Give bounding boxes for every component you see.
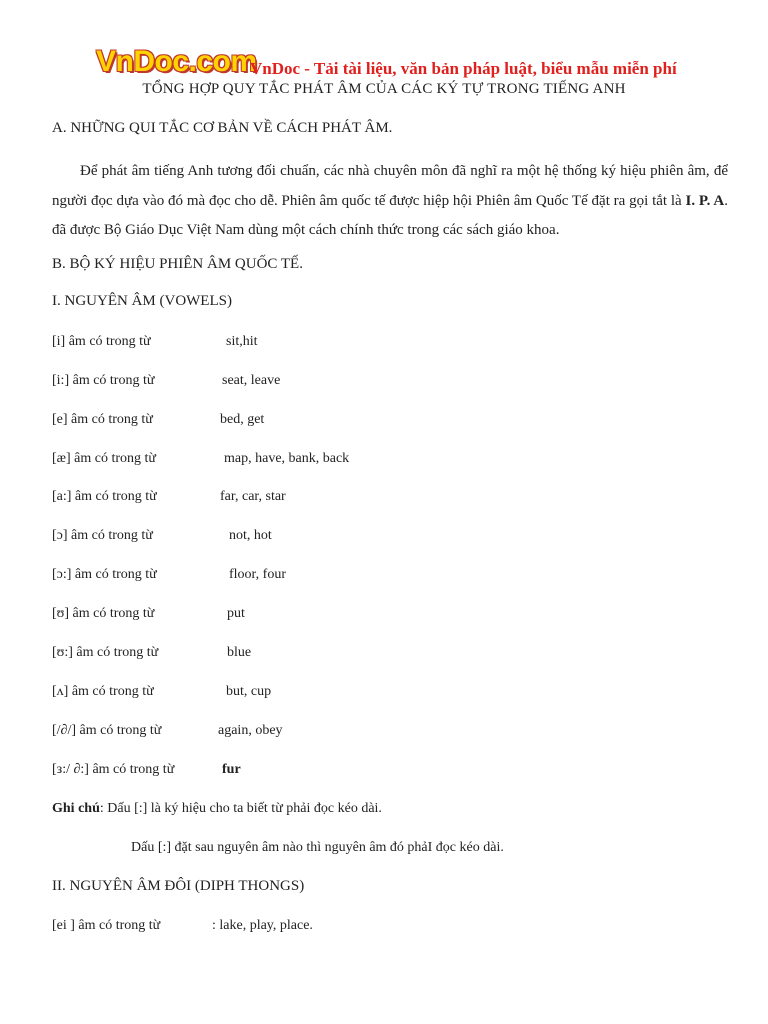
diphthong-symbol: [ei ] âm có trong từ bbox=[52, 918, 161, 933]
intro-paragraph bbox=[52, 157, 728, 246]
vowel-example: seat, leave bbox=[222, 373, 281, 388]
vowel-symbol: [ʊ:] âm có trong từ bbox=[52, 645, 159, 660]
vowel-example: again, obey bbox=[218, 723, 283, 738]
vowel-example: far, car, star bbox=[220, 489, 286, 504]
note-line-1 bbox=[52, 801, 382, 817]
ipa-abbreviation: I. P. A bbox=[685, 192, 725, 209]
intro-text-1: Để phát âm tiếng Anh tương đối chuẩn, các nhà chuyên môn đã nghĩ ra một hệ thống ký hiệu phiên âm, để người đọc dựa vào đó mà đọc cho dễ. Phiên âm quốc tế được hiệp hội Phiên âm Quốc Tế đặt ra gọi tắt là bbox=[52, 163, 728, 209]
vowel-example: but, cup bbox=[226, 684, 272, 699]
vowel-symbol: [ʌ] âm có trong từ bbox=[52, 684, 154, 699]
vowel-example: not, hot bbox=[229, 528, 272, 543]
vowel-symbol: [a:] âm có trong từ bbox=[52, 489, 157, 504]
note-label: Ghi chú bbox=[52, 801, 100, 816]
vowel-symbol: [/∂/] âm có trong từ bbox=[52, 723, 162, 738]
vowel-example: blue bbox=[227, 645, 252, 660]
diphthong-example: : lake, play, place. bbox=[212, 918, 313, 933]
note-line-2: Dấu [:] đặt sau nguyên âm nào thì nguyên âm đó phảI đọc kéo dài. bbox=[131, 840, 504, 855]
vowel-symbol: [i:] âm có trong từ bbox=[52, 373, 155, 388]
logo-text: VnDoc.com bbox=[96, 45, 257, 78]
vowel-symbol: [ɔ:] âm có trong từ bbox=[52, 567, 157, 582]
diphthongs-heading: II. NGUYÊN ÂM ĐÔI (DIPH THONGS) bbox=[52, 878, 305, 894]
vowel-symbol: [ɔ] âm có trong từ bbox=[52, 528, 153, 543]
intro-text-2: . đã được Bộ Giáo Dục Việt Nam dùng một cách chính thức trong các sách giáo khoa. bbox=[52, 192, 728, 238]
vowel-example: floor, four bbox=[229, 567, 286, 582]
vowel-symbol: [ʊ] âm có trong từ bbox=[52, 606, 155, 621]
vowel-symbol: [з:/ ∂:] âm có trong từ bbox=[52, 762, 175, 777]
vowel-example: bed, get bbox=[220, 412, 265, 427]
section-a-heading: A. NHỮNG QUI TẮC CƠ BẢN VỀ CÁCH PHÁT ÂM. bbox=[52, 120, 393, 136]
vowel-symbol: [e] âm có trong từ bbox=[52, 412, 153, 427]
page-title: TỔNG HỢP QUY TẮC PHÁT ÂM CỦA CÁC KÝ TỰ TRONG TIẾNG ANH bbox=[142, 81, 626, 97]
vowel-example: fur bbox=[222, 762, 241, 777]
vowel-symbol: [æ] âm có trong từ bbox=[52, 451, 157, 466]
section-b-heading: B. BỘ KÝ HIỆU PHIÊN ÂM QUỐC TẾ. bbox=[52, 256, 303, 272]
vowel-example: sit,hit bbox=[226, 334, 258, 349]
site-tagline: VnDoc - Tải tài liệu, văn bản pháp luật, biểu mẫu miễn phí bbox=[250, 59, 677, 78]
note-text-1: : Dấu [:] là ký hiệu cho ta biết từ phải đọc kéo dài. bbox=[99, 801, 382, 816]
vowel-example: put bbox=[227, 606, 245, 621]
vowels-heading: I. NGUYÊN ÂM (VOWELS) bbox=[52, 293, 232, 309]
vowel-example: map, have, bank, back bbox=[224, 451, 350, 466]
vowel-symbol: [i] âm có trong từ bbox=[52, 334, 151, 349]
vndoc-logo[interactable] bbox=[96, 47, 257, 81]
